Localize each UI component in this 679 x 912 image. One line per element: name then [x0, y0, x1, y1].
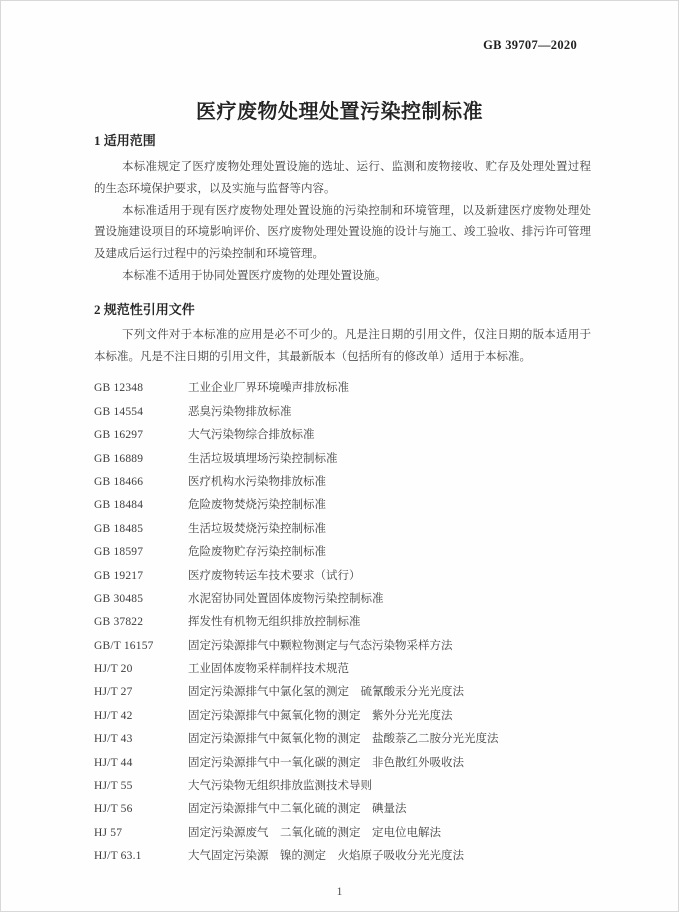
reference-title: 固定污染源排气中氮氧化物的测定 紫外分光光度法 [188, 709, 453, 722]
reference-code: HJ/T 27 [94, 686, 133, 699]
references-intro: 下列文件对于本标准的应用是必不可少的。凡是注日期的引用文件，仅注日期的版本适用于本标准。凡是不注日期的引用文件，其最新版本（包括所有的修改单）适用于本标准。 [94, 328, 591, 363]
reference-title: 固定污染源排气中一氧化碳的测定 非色散红外吸收法 [188, 756, 464, 769]
reference-code: HJ/T 20 [94, 663, 133, 676]
reference-row [94, 775, 591, 798]
reference-code: GB 30485 [94, 592, 144, 605]
page-number: 1 [336, 886, 343, 898]
reference-row [94, 401, 591, 424]
reference-row [94, 798, 591, 821]
reference-row [94, 705, 591, 728]
reference-code: GB 18484 [94, 499, 144, 512]
section-heading-scope: 1 适用范围 [94, 133, 156, 148]
reference-title: 固定污染源排气中氯化氢的测定 硫氰酸汞分光光度法 [188, 686, 464, 699]
reference-title: 大气污染物综合排放标准 [188, 429, 315, 442]
reference-title: 固定污染源排气中氮氧化物的测定 盐酸萘乙二胺分光光度法 [188, 733, 499, 746]
reference-row [94, 822, 591, 845]
standard-code: GB 39707—2020 [483, 38, 577, 52]
reference-title: 生活垃圾焚烧污染控制标准 [188, 522, 326, 535]
reference-code: GB 12348 [94, 382, 144, 395]
reference-row [94, 611, 591, 634]
reference-code: GB 19217 [94, 569, 144, 582]
reference-row [94, 471, 591, 494]
scope-paragraph-1: 本标准规定了医疗废物处理处置设施的选址、运行、监测和废物接收、贮存及处理处置过程的生态环境保护要求，以及实施与监督等内容。 [94, 161, 591, 195]
reference-row [94, 752, 591, 775]
reference-title: 大气固定污染源 镍的测定 火焰原子吸收分光光度法 [188, 850, 464, 863]
reference-row [94, 565, 591, 588]
reference-code: GB 18466 [94, 475, 144, 488]
reference-title: 固定污染源排气中二氧化硫的测定 碘量法 [188, 803, 407, 816]
reference-row [94, 448, 591, 471]
reference-row [94, 377, 591, 400]
reference-code: GB/T 16157 [94, 639, 154, 652]
reference-code: HJ/T 43 [94, 733, 133, 746]
reference-title: 工业企业厂界环境噪声排放标准 [188, 382, 349, 395]
reference-title: 大气污染物无组织排放监测技术导则 [188, 780, 372, 793]
reference-row [94, 424, 591, 447]
reference-code: HJ/T 55 [94, 780, 133, 793]
reference-row [94, 728, 591, 751]
reference-title: 固定污染源排气中颗粒物测定与气态污染物采样方法 [188, 639, 453, 652]
reference-title: 恶臭污染物排放标准 [188, 405, 292, 418]
document-body [94, 132, 591, 869]
reference-code: HJ/T 56 [94, 803, 133, 816]
reference-code: GB 14554 [94, 405, 144, 418]
reference-code: HJ/T 44 [94, 756, 133, 769]
reference-row [94, 494, 591, 517]
reference-code: GB 16889 [94, 452, 144, 465]
reference-title: 生活垃圾填埋场污染控制标准 [188, 452, 338, 465]
document-title: 医疗废物处理处置污染控制标准 [196, 101, 483, 123]
reference-title: 固定污染源废气 二氧化硫的测定 定电位电解法 [188, 826, 441, 839]
reference-title: 医疗废物转运车技术要求（试行） [188, 569, 361, 582]
reference-code: GB 16297 [94, 429, 144, 442]
reference-code: GB 18485 [94, 522, 144, 535]
section-heading-references: 2 规范性引用文件 [94, 301, 195, 317]
reference-code: HJ 57 [94, 826, 123, 839]
references-list [94, 377, 591, 868]
reference-title: 挥发性有机物无组织排放控制标准 [188, 616, 361, 629]
scope-paragraph-2: 本标准适用于现有医疗废物处理处置设施的污染控制和环境管理，以及新建医疗废物处理处置设施建设项目的环境影响评价、医疗废物处理处置设施的设计与施工、竣工验收、排污许可管理及建成后运行过程中的污染控制和环境管理。 [94, 204, 591, 261]
reference-title: 医疗机构水污染物排放标准 [188, 475, 326, 488]
reference-title: 工业固体废物采样制样技术规范 [188, 663, 349, 676]
reference-row [94, 518, 591, 541]
reference-code: HJ/T 42 [94, 709, 133, 722]
reference-code: HJ/T 63.1 [94, 850, 142, 863]
scope-paragraph-3: 本标准不适用于协同处置医疗废物的处理处置设施。 [122, 269, 387, 282]
reference-title: 危险废物贮存污染控制标准 [188, 546, 326, 559]
reference-row [94, 658, 591, 681]
reference-row [94, 845, 591, 868]
reference-title: 水泥窑协同处置固体废物污染控制标准 [188, 592, 384, 605]
reference-code: GB 18597 [94, 546, 144, 559]
reference-title: 危险废物焚烧污染控制标准 [188, 499, 326, 512]
reference-row [94, 635, 591, 658]
reference-row [94, 588, 591, 611]
reference-row [94, 681, 591, 704]
reference-row [94, 541, 591, 564]
reference-code: GB 37822 [94, 616, 144, 629]
